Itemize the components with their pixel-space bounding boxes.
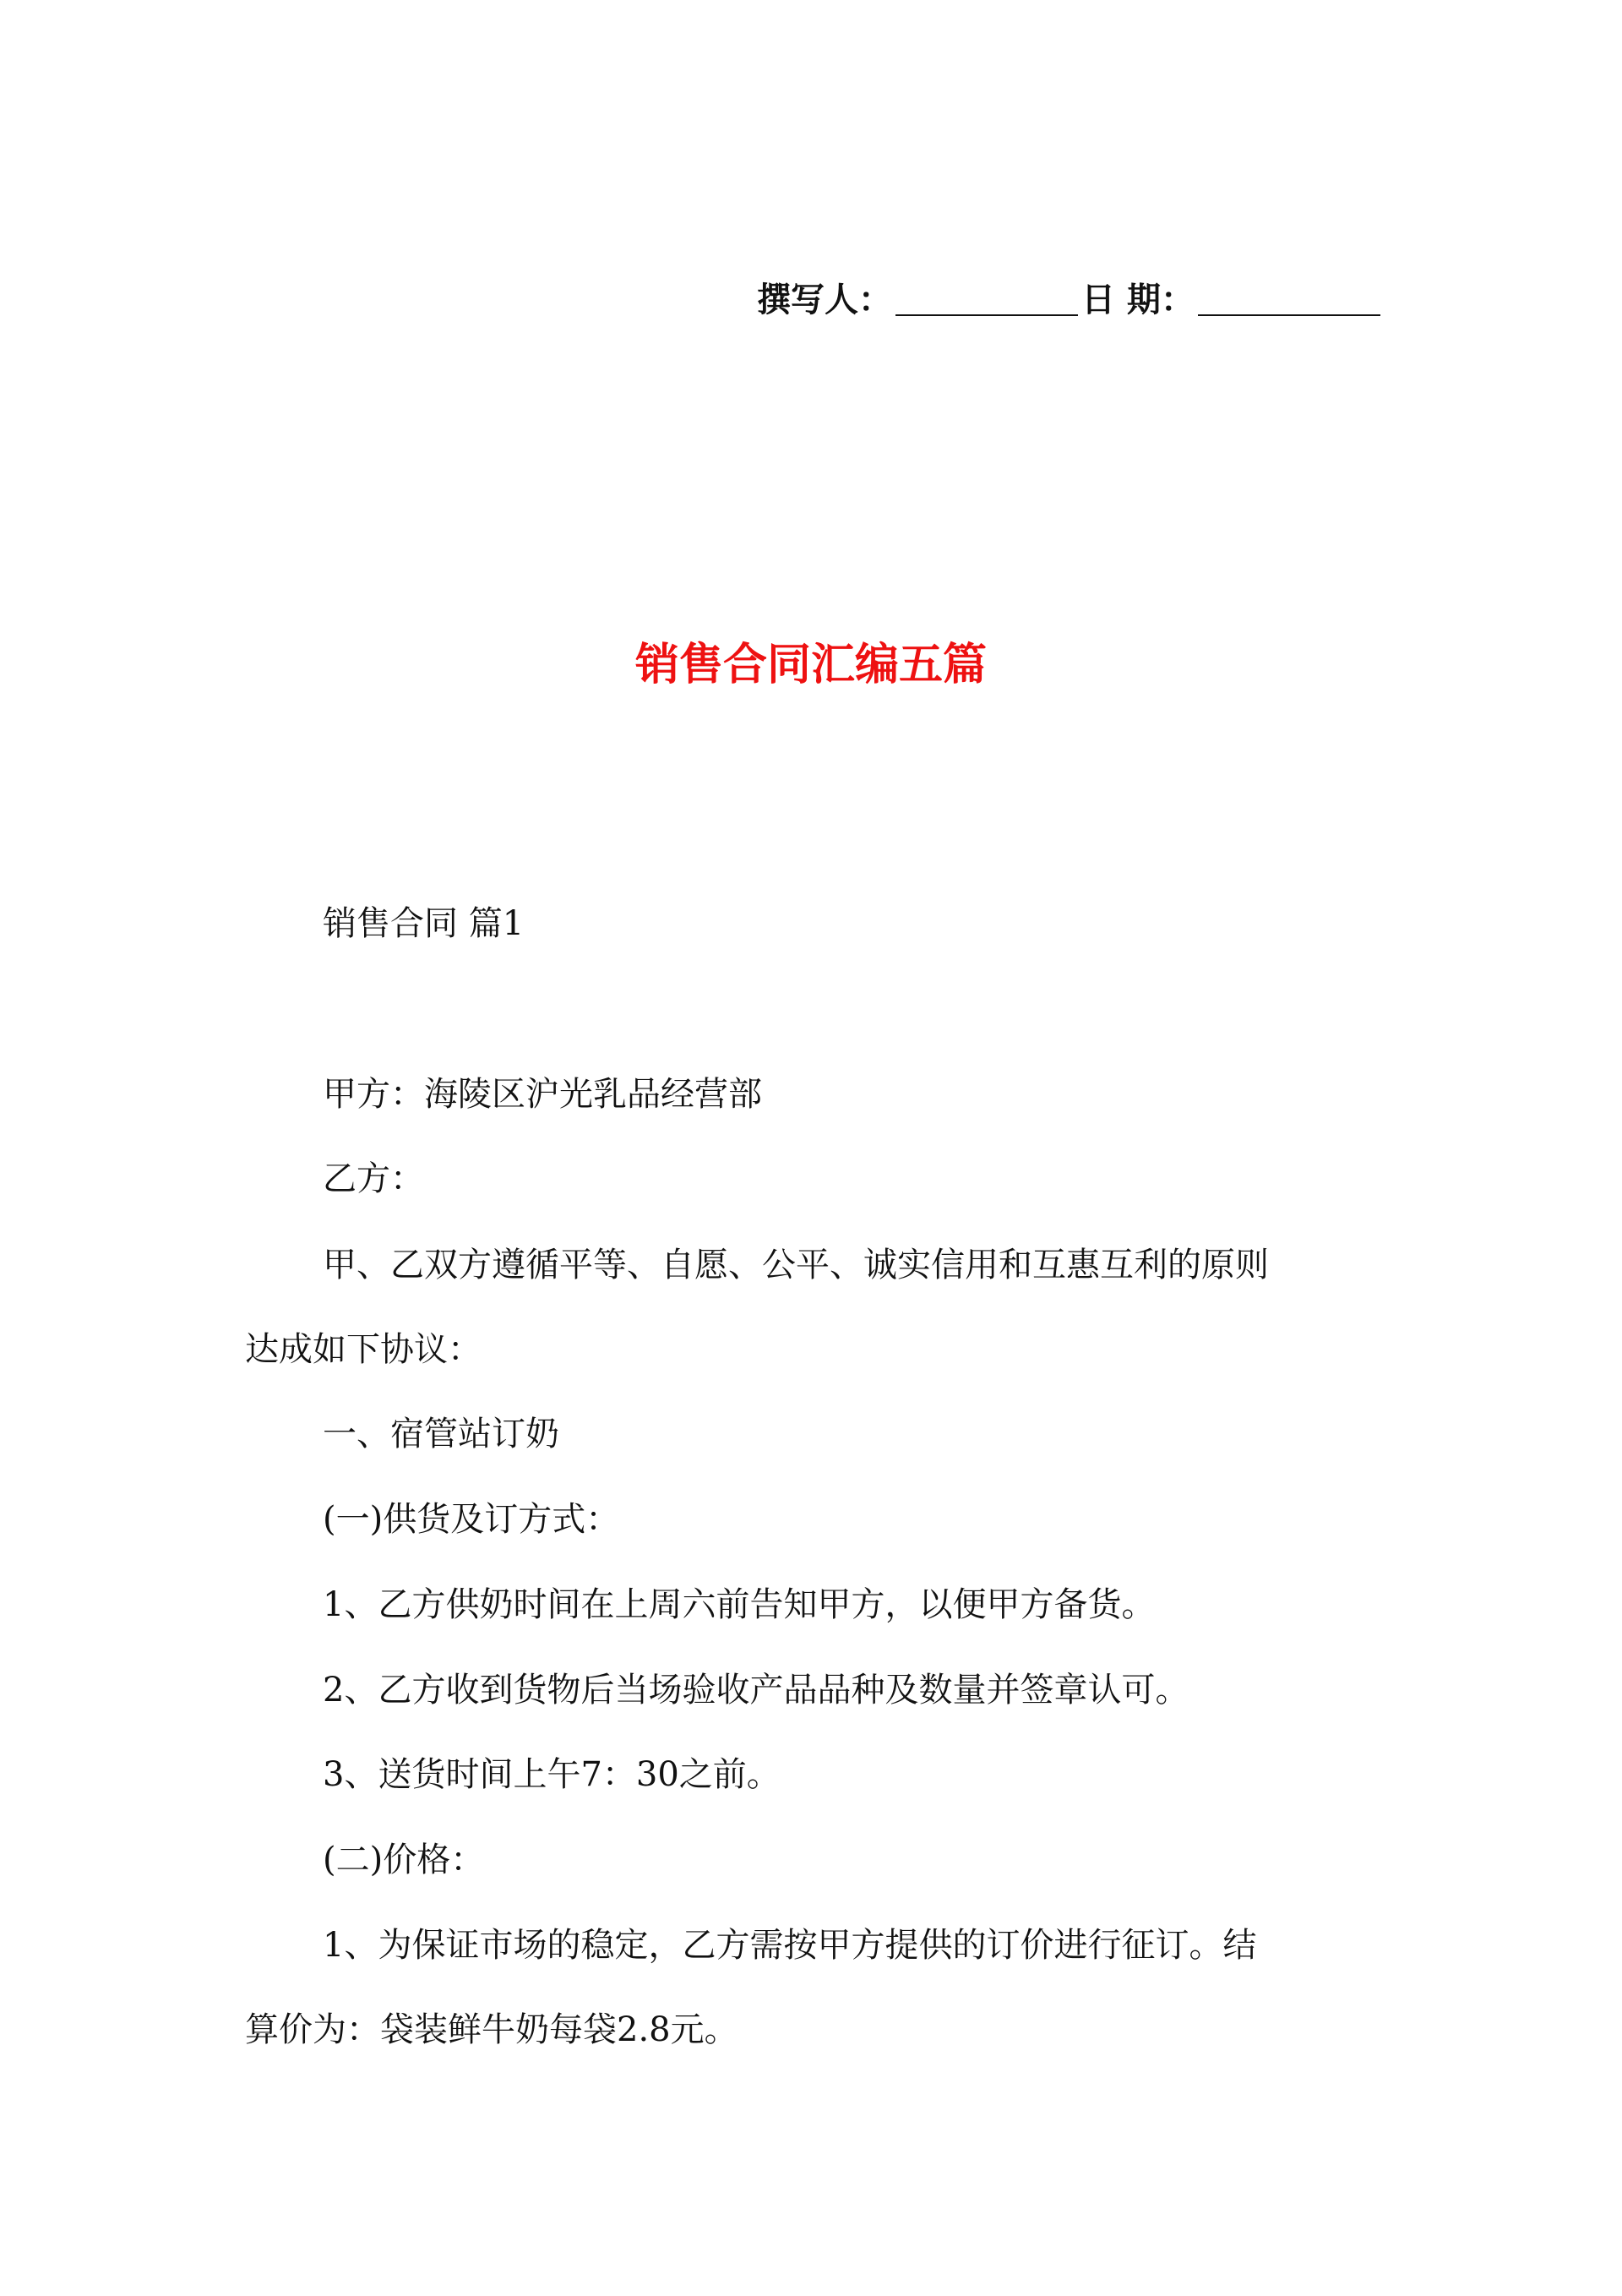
author-date-line [757, 279, 1384, 321]
section-heading: 销售合同 篇1 [323, 904, 525, 943]
sub-2-item-1-line-1: 1、为保证市场的稳定，乙方需按甲方提供的订价进行征订。结 [323, 1926, 1257, 1965]
item-1-heading: 一、宿管站订奶 [323, 1415, 559, 1453]
date-blank [1198, 281, 1380, 316]
document-title: 销售合同汇编五篇 [634, 639, 987, 690]
sub-1-item-2: 2、乙方收到货物后当场验收产品品种及数量并签章认可。 [323, 1671, 1189, 1710]
intro-line-2: 达成如下协议： [245, 1330, 482, 1369]
party-b: 乙方： [323, 1159, 424, 1198]
sub-1-item-3: 3、送货时间上午7：30之前。 [323, 1755, 781, 1794]
intro-line-1: 甲、乙双方遵循平等、自愿、公平、诚实信用和互惠互利的原则 [323, 1246, 1269, 1284]
date-label: 日 期： [1081, 281, 1195, 319]
sub-1-heading: (一)供货及订方式： [323, 1500, 620, 1539]
sub-1-item-1: 1、乙方供奶时间在上周六前告知甲方，以便甲方备货。 [323, 1585, 1156, 1624]
author-label: 撰写人： [757, 281, 893, 319]
sub-2-item-1-line-2: 算价为：袋装鲜牛奶每袋2.8元。 [245, 2010, 738, 2049]
sub-2-heading: (二)价格： [323, 1841, 485, 1879]
party-a: 甲方：海陵区沪光乳品经营部 [323, 1075, 762, 1114]
author-blank [895, 281, 1078, 316]
